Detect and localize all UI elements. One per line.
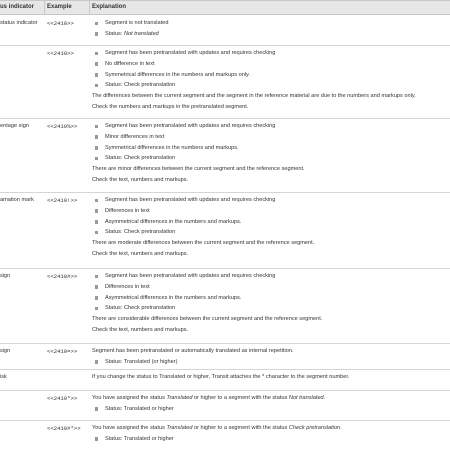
bullet-item: Status: Check pretranslation <box>92 303 450 314</box>
header-indicator: us indicator <box>0 4 35 10</box>
text-fragment: You have assigned the status <box>92 395 167 401</box>
bullet-item <box>92 29 450 40</box>
explanation-text <box>92 423 450 434</box>
row-divider <box>0 420 450 421</box>
example-cell: <<2410>> <box>47 50 74 57</box>
explanation-text: There are considerable differences between the current segment and the reference segment. <box>92 316 323 323</box>
bullet-item: Status: Check pretranslation <box>92 80 450 91</box>
status-indicator-cell: status indicator <box>0 20 38 26</box>
example-cell: <<2410!>> <box>47 197 78 204</box>
explanation-cell <box>92 346 450 368</box>
text-fragment: . <box>340 425 342 431</box>
explanation-cell <box>92 121 450 186</box>
text-fragment: Status: <box>105 30 124 37</box>
bullet-item: Minor differences in text <box>92 132 450 143</box>
status-indicator-cell: sign <box>0 348 11 354</box>
example-cell: <<2410#*>> <box>47 425 81 432</box>
text-fragment: or higher to a segment with the status <box>192 395 289 401</box>
status-term: Translated <box>166 425 193 431</box>
bullet-item: Symmetrical differences in the numbers and markups. <box>92 143 450 154</box>
text-fragment: or higher to a segment with the status <box>192 425 289 431</box>
bullet-item: Symmetrical differences in the numbers and markups only. <box>92 70 450 81</box>
status-term: Translated <box>166 395 193 401</box>
explanation-cell <box>92 48 450 113</box>
row-divider <box>0 343 450 344</box>
explanation-cell <box>92 372 450 383</box>
example-cell: <<2410%>> <box>47 123 78 130</box>
explanation-text <box>92 393 450 404</box>
header-example: Example <box>47 4 72 10</box>
explanation-cell <box>92 18 450 40</box>
bullet-item: Status: Translated (or higher) <box>92 357 450 368</box>
explanation-cell <box>92 393 450 415</box>
status-term: Not translated <box>123 30 159 37</box>
bullet-item: Status: Translated or higher <box>92 434 450 445</box>
bullet-item: Segment is not translated <box>92 18 450 29</box>
example-cell: <<2410*>> <box>47 395 78 402</box>
explanation-text: Check the text, numbers and markups. <box>92 326 189 333</box>
row-divider <box>0 390 450 391</box>
explanation-cell <box>92 271 450 336</box>
status-term: Check pretranslation <box>288 425 341 431</box>
bullet-item: Asymmetrical differences in the numbers and markups. <box>92 293 450 304</box>
bullet-item: Asymmetrical differences in the numbers and markups. <box>92 217 450 228</box>
status-indicator-cell: amation mark <box>0 197 34 203</box>
row-divider <box>0 369 450 370</box>
row-divider <box>0 45 450 46</box>
example-cell: <<2410>> <box>47 20 74 27</box>
bullet-item: Status: Check pretranslation <box>92 153 450 164</box>
explanation-text: Check the text, numbers and markups. <box>92 250 189 257</box>
status-indicator-cell: isk <box>0 374 7 380</box>
bullet-item: Status: Check pretranslation <box>92 227 450 238</box>
bullet-item: Differences in text <box>92 206 450 217</box>
table-header <box>0 0 450 15</box>
status-indicator-cell: entage sign <box>0 123 29 129</box>
explanation-text: There are minor differences between the current segment and the reference segment. <box>92 166 305 173</box>
row-divider <box>0 118 450 119</box>
text-fragment: You have assigned the status <box>92 425 167 431</box>
bullet-item: Status: Translated or higher <box>92 404 450 415</box>
row-divider <box>0 268 450 269</box>
explanation-text: The differences between the current segment and the segment in the reference material are due to the numbers and markups only. <box>92 93 416 100</box>
header-explanation: Explanation <box>92 4 127 10</box>
status-indicator-cell: sign <box>0 273 11 279</box>
explanation-text: Segment has been pretranslated or automatically translated as internal repetition. <box>92 348 294 354</box>
explanation-cell <box>92 195 450 260</box>
bullet-item: No difference in text <box>92 59 450 70</box>
bullet-item: Segment has been pretranslated with updates and requires checking <box>92 121 450 132</box>
explanation-text: If you change the status to Translated or higher, Transit attaches the * character to the segment number. <box>92 374 350 380</box>
bullet-item: Segment has been pretranslated with updates and requires checking <box>92 271 450 282</box>
bullet-item: Differences in text <box>92 282 450 293</box>
bullet-item: Segment has been pretranslated with updates and requires checking <box>92 48 450 59</box>
text-fragment: . <box>323 395 326 401</box>
example-cell: <<2410=>> <box>47 348 78 355</box>
explanation-text: There are moderate differences between the current segment and the reference segment. <box>92 240 315 247</box>
explanation-cell <box>92 423 450 445</box>
explanation-text: Check the text, numbers and markups. <box>92 176 189 183</box>
status-term: Not translated <box>288 395 324 401</box>
explanation-text: Check the numbers and markups in the pretranslated segment. <box>92 103 249 110</box>
row-divider <box>0 192 450 193</box>
example-cell: <<2410#>> <box>47 273 78 280</box>
bullet-item: Segment has been pretranslated with updates and requires checking <box>92 195 450 206</box>
